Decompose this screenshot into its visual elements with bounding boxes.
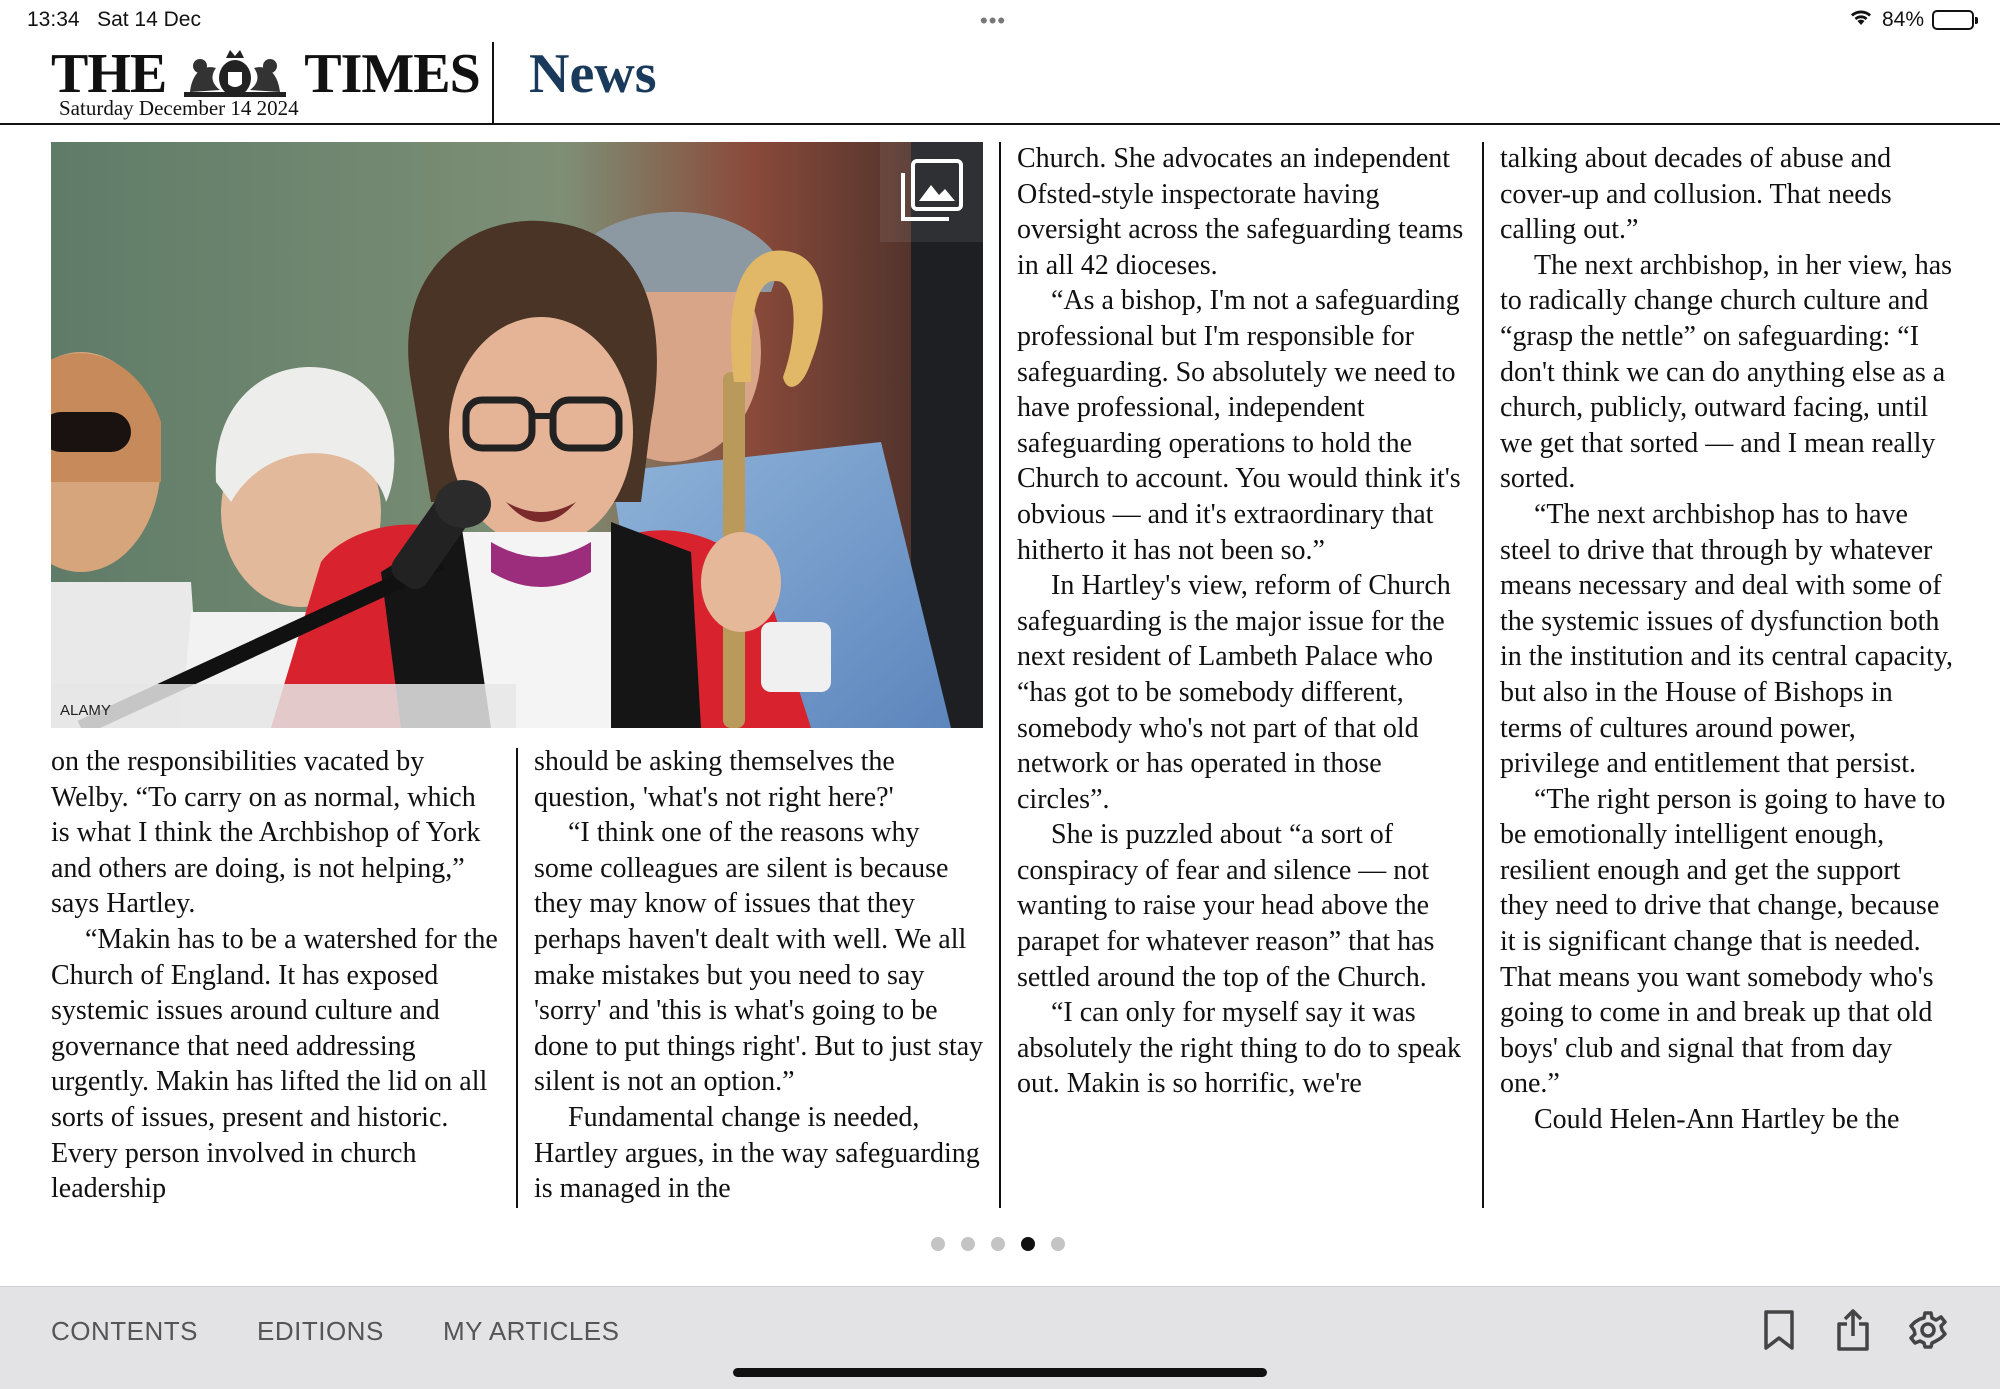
multitask-handle[interactable]: ••• bbox=[980, 8, 1007, 33]
editions-button[interactable]: EDITIONS bbox=[257, 1316, 384, 1346]
photo-credit bbox=[51, 684, 516, 728]
share-icon bbox=[1835, 1308, 1871, 1357]
battery-percent: 84% bbox=[1881, 8, 1924, 31]
article-paragraph: “As a bishop, I'm not a safeguarding professional but I'm responsible for safeguarding. So absolutely we need to have professional, independent safeguarding operations to hold the Church to account. You would think it's obvious — and it's extraordinary that hitherto it has not been so.” bbox=[1017, 285, 1461, 566]
status-clock: 13:34 bbox=[27, 8, 80, 31]
bookmark-button[interactable] bbox=[1756, 1309, 1802, 1355]
article-paragraph: Fundamental change is needed, Hartley argues, in the way safeguarding is managed in the bbox=[534, 1101, 980, 1205]
column-divider bbox=[999, 142, 1001, 1208]
masthead bbox=[0, 40, 2000, 125]
gallery-button[interactable] bbox=[880, 142, 983, 242]
section-title: News bbox=[529, 43, 657, 105]
article-paragraph: “The right person is going to have to be emotionally intelligent enough, resilient enough and get the support they need to drive that change, because it is significant change that is needed. That means you want somebody who's going to come in and break up that old boys' club and signal that from day one.” bbox=[1500, 783, 1946, 1100]
photo-credit-label: ALAMY bbox=[60, 702, 111, 719]
article-paragraph: talking about decades of abuse and cover-up and collusion. That needs calling out.” bbox=[1500, 143, 1892, 246]
page-dot[interactable] bbox=[961, 1237, 975, 1251]
status-date: Sat 14 Dec bbox=[97, 8, 201, 31]
article-paragraph: “I think one of the reasons why some colleagues are silent is because they may know of issues that they perhaps haven't dealt with well. We all make mistakes but you need to say 'sorry' and 'this is what's going to be done to put things right'. But to just stay silent is not an option.” bbox=[534, 817, 984, 1098]
page-indicator[interactable] bbox=[931, 1237, 1065, 1251]
article-paragraph: “Makin has to be a watershed for the Church of England. It has exposed systemic issues around culture and governance that need addressing urgently. Makin has lifted the lid on all sorts of issues, present and historic. Every person involved in church leadership bbox=[51, 923, 498, 1205]
my-articles-button[interactable]: MY ARTICLES bbox=[443, 1316, 620, 1346]
article-column-2 bbox=[534, 744, 984, 1208]
article-column-1 bbox=[51, 744, 501, 1208]
home-indicator[interactable] bbox=[733, 1368, 1267, 1377]
article-photo[interactable] bbox=[51, 142, 983, 728]
page-dot[interactable] bbox=[1051, 1237, 1065, 1251]
contents-button[interactable]: CONTENTS bbox=[51, 1316, 198, 1346]
article-paragraph: “The next archbishop has to have steel to drive that through by whatever means necessary and deal with some of the systemic issues of dysfunction both in the institution and its central capacity, but also in the House of Bishops in terms of cultures around power, privilege and entitlement that persist. bbox=[1500, 498, 1954, 780]
article-paragraph: Church. She advocates an independent Ofsted-style inspectorate having oversight across the safeguarding teams in all 42 dioceses. bbox=[1017, 143, 1464, 281]
status-indicators bbox=[1848, 7, 1974, 33]
article-paragraph: In Hartley's view, reform of Church safeguarding is the major issue for the next resident of Lambeth Palace who “has got to be somebody different, somebody who's not part of that old network or has operated in those circles”. bbox=[1017, 570, 1451, 815]
article-column-4 bbox=[1500, 141, 1955, 1208]
settings-button[interactable] bbox=[1905, 1309, 1951, 1355]
share-button[interactable] bbox=[1830, 1309, 1876, 1355]
bookmark-icon bbox=[1762, 1309, 1796, 1356]
royal-crest-icon bbox=[170, 48, 300, 100]
column-divider bbox=[516, 748, 518, 1208]
article-paragraph: Could Helen-Ann Hartley be the bbox=[1534, 1104, 1900, 1136]
wifi-icon bbox=[1848, 7, 1874, 33]
article-paragraph: The next archbishop, in her view, has to radically change church culture and “grasp the nettle” on safeguarding: “I don't think we can do anything else as a church, publicly, outward facing, until we get that sorted — and I mean really sorted. bbox=[1500, 249, 1953, 495]
edition-date: Saturday December 14 2024 bbox=[59, 96, 299, 120]
logo-word-times: TIMES bbox=[304, 43, 480, 105]
battery-icon bbox=[1932, 10, 1974, 30]
article-paragraph: on the responsibilities vacated by Welby. “To carry on as normal, which is what I think the Archbishop of York and others are doing, is not helping,” says Hartley. bbox=[51, 746, 481, 920]
gallery-icon bbox=[897, 155, 967, 230]
status-time bbox=[27, 8, 201, 32]
masthead-divider bbox=[492, 42, 494, 124]
article-column-3 bbox=[1017, 141, 1469, 1208]
status-bar bbox=[0, 0, 2000, 40]
article-paragraph: She is puzzled about “a sort of conspiracy of fear and silence — not wanting to raise your head above the parapet for whatever reason” that has settled around the top of the Church. bbox=[1017, 819, 1435, 993]
article-paragraph: “I can only for myself say it was absolutely the right thing to do to speak out. Makin is so horrific, we're bbox=[1017, 997, 1462, 1100]
page-dot[interactable] bbox=[931, 1237, 945, 1251]
settings-icon bbox=[1908, 1310, 1948, 1355]
page-dot[interactable] bbox=[991, 1237, 1005, 1251]
page-dot[interactable] bbox=[1021, 1237, 1035, 1251]
article-paragraph: should be asking themselves the question, 'what's not right here?' bbox=[534, 746, 895, 813]
column-divider bbox=[1482, 142, 1484, 1208]
logo-word-the: THE bbox=[51, 43, 167, 105]
